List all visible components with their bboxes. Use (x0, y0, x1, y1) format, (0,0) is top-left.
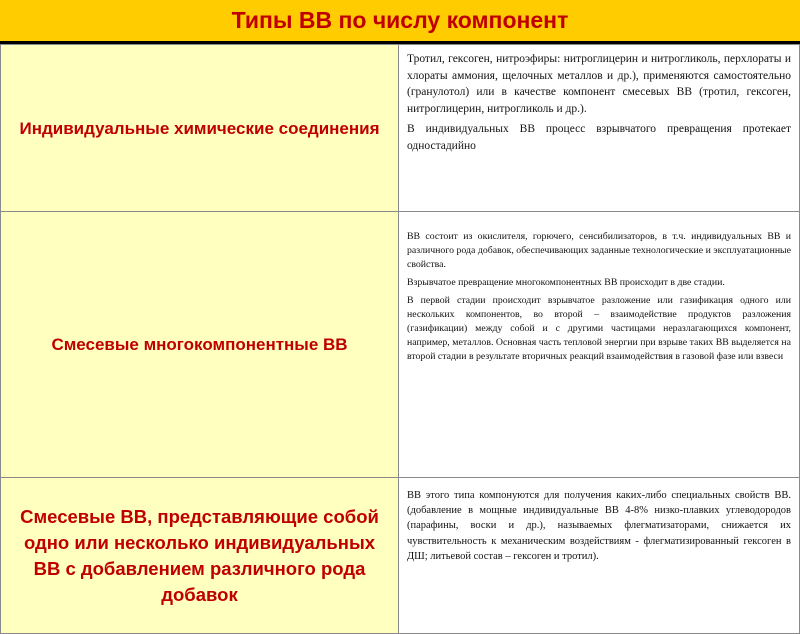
explosive-types-table (0, 44, 800, 634)
row-label: Смесевые ВВ, представляющие собой одно или несколько индивидуальных ВВ с добавлением различного рода добавок (20, 505, 379, 605)
description-paragraph: Тротил, гексоген, нитроэфиры: нитроглицерин и нитрогликоль, перхлораты и хлораты аммония, щелочных металлов и др.), применяются самостоятельно (гранулотол) или в качестве компонент смесевых ВВ (тротил, гексоген, нитроглицерин, нитрогликоль и др.). (407, 53, 791, 115)
table-row (1, 45, 800, 212)
row-label: Смесевые многокомпонентные ВВ (51, 335, 348, 354)
row-description-cell (399, 45, 800, 212)
row-description-cell (399, 212, 800, 478)
description-paragraph: ВВ состоит из окислителя, горючего, сенсибилизаторов, в т.ч. индивидуальных ВВ и различного рода добавок, обеспечивающих заданные технологические и эксплуатационные свойства. (407, 231, 791, 270)
description-paragraph: ВВ этого типа компонуются для получения каких-либо специальных свойств ВВ. (добавление в мощные индивидуальные ВВ 4-8% низко-плавких углеводородов (парафины, воски и др.), называемых флегматизаторами, снижается их чувствительность к механическим воздействиям - флегматизированный гексоген в ДШ; литьевой состав – гексоген и тротил). (407, 490, 791, 562)
table-row (1, 212, 800, 478)
description-paragraph: В первой стадии происходит взрывчатое разложение или газификация одного или нескольких компонентов, во второй – взаимодействие продуктов разложения (газификации) между собой и с другими частицами неразлагающихся компонент, например, металлов. Основная часть тепловой энергии при взрыве таких ВВ выделяется на второй стадии в результате вторичных реакций взаимодействия в газовой фазе или взвеси (407, 295, 791, 362)
title-bar (0, 0, 800, 44)
description-paragraph: Взрывчатое превращение многокомпонентных ВВ происходит в две стадии. (407, 277, 725, 288)
table-row (1, 478, 800, 634)
row-label-cell (1, 45, 399, 212)
row-label-cell (1, 212, 399, 478)
row-label: Индивидуальные химические соединения (19, 118, 380, 138)
row-label-cell (1, 478, 399, 634)
page-title: Типы ВВ по числу компонент (231, 7, 569, 33)
row-description-cell (399, 478, 800, 634)
description-paragraph: В индивидуальных ВВ процесс взрывчатого превращения протекает одностадийно (407, 123, 791, 152)
